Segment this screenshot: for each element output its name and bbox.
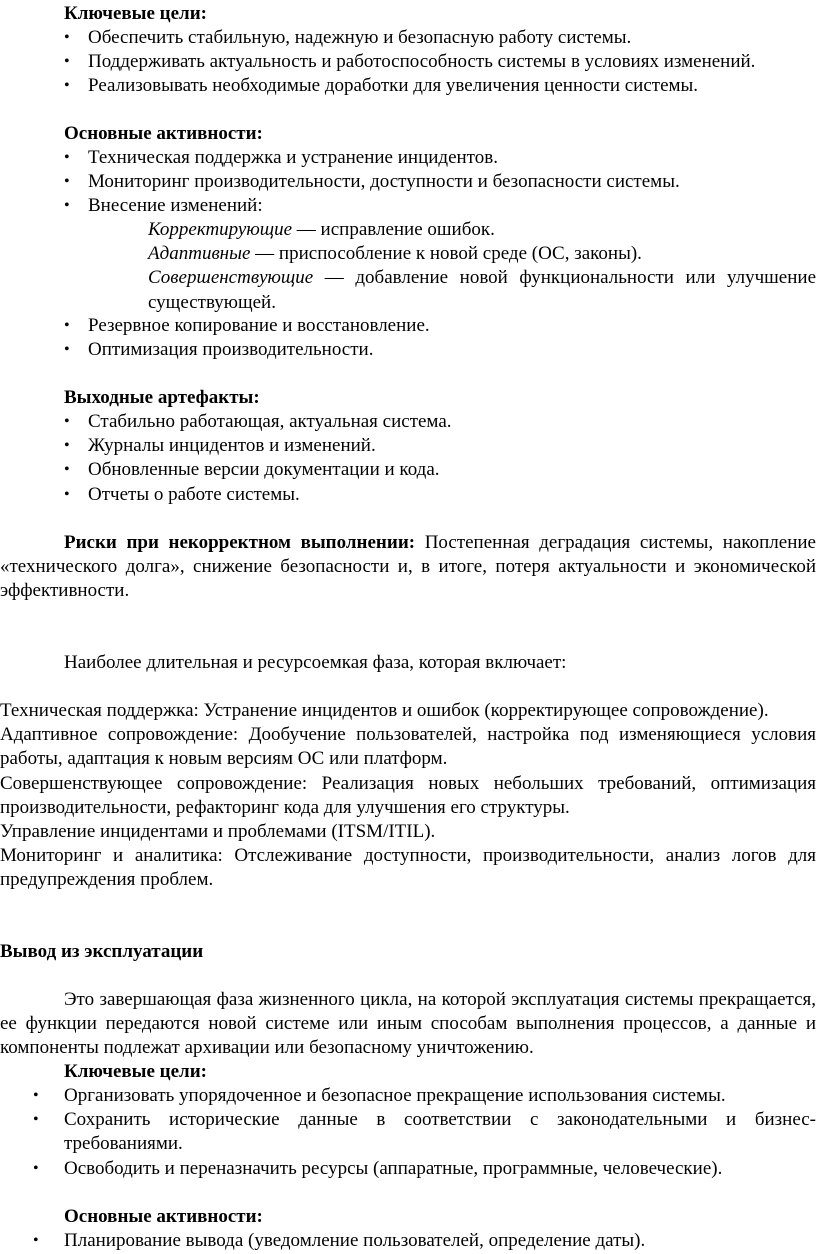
list-item: • Поддерживать актуальность и работоспособность системы в условиях изменений.: [0, 50, 816, 74]
list-item: • Внесение изменений:: [0, 194, 816, 218]
section-description: Это завершающая фаза жизненного цикла, на которой эксплуатация системы прекращается, ее функции передаются новой системе или иным способам выполнения процессов, а данные и компоненты подлежат архивации или безопасному уничтожению.: [0, 989, 816, 1059]
risks-label: Риски при некорректном выполнении:: [64, 532, 416, 553]
list-item: • Обновленные версии документации и кода.: [0, 458, 816, 482]
change-type-adaptive: [148, 242, 816, 266]
risks-text: Постепенная деградация системы, накопление «технического долга», снижение безопасности и, в итоге, потеря актуальности и экономической эффективности.: [0, 532, 816, 602]
goals2-heading: Ключевые цели:: [64, 1061, 207, 1082]
list-item: • Мониторинг производительности, доступности и безопасности системы.: [0, 170, 816, 194]
risks-paragraph: [0, 531, 816, 604]
change-desc: — добавление новой функциональности или улучшение существующей.: [148, 267, 816, 313]
change-term: Адаптивные: [148, 243, 251, 265]
activities-heading: Основные активности:: [64, 123, 263, 144]
list-item: • Журналы инцидентов и изменений.: [0, 434, 816, 458]
goals2-list: [0, 1084, 816, 1181]
list-item: • Планирование вывода (уведомление пользователей, определение даты).: [0, 1229, 816, 1253]
list-item: • Реализовывать необходимые доработки для увеличения ценности системы.: [0, 74, 816, 98]
list-item: • Освободить и переназначить ресурсы (аппаратные, программные, человеческие).: [0, 1157, 816, 1181]
list-item: • Техническая поддержка и устранение инцидентов.: [0, 146, 816, 170]
support-line: Мониторинг и аналитика: Отслеживание доступности, производительности, анализ логов для предупреждения проблем.: [0, 845, 816, 891]
change-term: Корректирующие: [148, 219, 293, 240]
change-term: Совершенствующие: [148, 267, 314, 289]
section-title: Вывод из эксплуатации: [0, 941, 204, 962]
support-line: Совершенствующее сопровождение: Реализация новых небольших требований, оптимизация производительности, рефакторинг кода для улучшения его структуры.: [0, 772, 816, 818]
change-type-corrective: [148, 218, 816, 242]
support-line: Адаптивное сопровождение: Дообучение пользователей, настройка под изменяющиеся условия работы, адаптация к новым версиям ОС или платформ.: [0, 724, 816, 770]
support-line: Техническая поддержка: Устранение инцидентов и ошибок (корректирующее сопровождение).: [0, 700, 769, 721]
change-types: [148, 218, 816, 315]
goals-heading: Ключевые цели:: [64, 3, 207, 24]
list-item: • Стабильно работающая, актуальная система.: [0, 410, 816, 434]
list-item: • Резервное копирование и восстановление.: [0, 314, 816, 338]
support-lines: [0, 699, 816, 893]
list-item: • Обеспечить стабильную, надежную и безопасную работу системы.: [0, 26, 816, 50]
activities2-heading: Основные активности:: [64, 1206, 263, 1227]
artifacts-list: [0, 410, 816, 507]
support-line: Управление инцидентами и проблемами (ITSM/ITIL).: [0, 821, 436, 843]
change-desc: — исправление ошибок.: [292, 219, 495, 240]
list-item: • Оптимизация производительности.: [0, 338, 816, 362]
list-item: • Организовать упорядоченное и безопасное прекращение использования системы.: [0, 1084, 816, 1108]
list-item: • Отчеты о работе системы.: [0, 483, 816, 507]
activities-list: [0, 146, 816, 219]
artifacts-heading: Выходные артефакты:: [64, 387, 260, 408]
list-item: • Сохранить исторические данные в соответствии с законодательными и бизнес-требованиями.: [0, 1108, 816, 1156]
intro-paragraph: Наиболее длительная и ресурсоемкая фаза, которая включает:: [64, 652, 567, 673]
activities2-list: [0, 1229, 816, 1253]
goals-list: [0, 26, 816, 99]
change-desc: — приспособление к новой среде (ОС, законы).: [250, 243, 642, 265]
change-type-perfective: [148, 266, 816, 314]
activities-list-continued: [0, 314, 816, 362]
